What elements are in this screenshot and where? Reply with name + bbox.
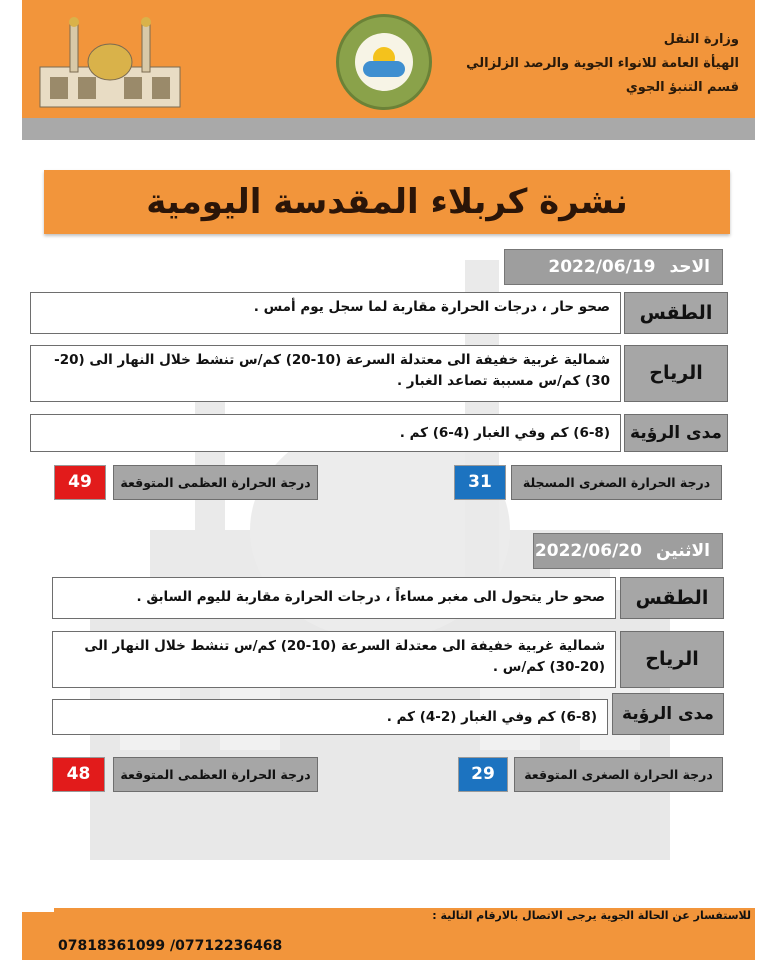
- header-divider: [22, 118, 755, 140]
- weather-text: صحو حار ، درجات الحرارة مقاربة لما سجل يوم أمس .: [30, 292, 621, 334]
- wind-label: الرياح: [624, 345, 728, 402]
- visibility-label: مدى الرؤية: [624, 414, 728, 452]
- ministry-name: وزارة النقل: [663, 32, 739, 47]
- department-name: قسم التنبؤ الجوي: [625, 80, 739, 95]
- organization-name: [466, 28, 739, 100]
- day-date: 2022/06/20: [534, 541, 642, 561]
- day-header: [504, 249, 723, 285]
- max-temp-value: 49: [54, 465, 106, 500]
- max-temp-label: درجة الحرارة العظمى المتوقعة: [113, 465, 318, 500]
- shrine-icon: [30, 12, 190, 110]
- day-date: 2022/06/19: [548, 257, 656, 277]
- weather-label: الطقس: [620, 577, 724, 619]
- day-name: الاثنين: [655, 541, 710, 561]
- wind-label: الرياح: [620, 631, 724, 688]
- weather-label: الطقس: [624, 292, 728, 334]
- max-temp-label: درجة الحرارة العظمى المتوقعة: [113, 757, 318, 792]
- min-temp-label: درجة الحرارة الصغرى المتوقعة: [514, 757, 723, 792]
- max-temp-value: 48: [52, 757, 105, 792]
- visibility-label: مدى الرؤية: [612, 693, 724, 735]
- footer-phone-numbers[interactable]: 07818361099 /07712236468: [58, 938, 283, 954]
- organization-logo: [336, 14, 432, 110]
- wind-text: شمالية غربية خفيفة الى معتدلة السرعة (10-20) كم/س تنشط خلال النهار الى (20-30) كم/س مسببة تصاعد الغبار .: [30, 345, 621, 402]
- page-title: نشرة كربلاء المقدسة اليومية: [146, 182, 628, 222]
- visibility-text: (6-8) كم وفي الغبار (4-6) كم .: [30, 414, 621, 452]
- day-header: [533, 533, 723, 569]
- wind-text: شمالية غربية خفيفة الى معتدلة السرعة (10-20) كم/س تنشط خلال النهار الى (20-30) كم/س .: [52, 631, 616, 688]
- authority-name: الهيأة العامة للانواء الجوية والرصد الزلزالي: [466, 56, 739, 71]
- min-temp-label: درجة الحرارة الصغرى المسجلة: [511, 465, 722, 500]
- visibility-text: (6-8) كم وفي الغبار (2-4) كم .: [52, 699, 608, 735]
- footer-accent: [22, 912, 54, 960]
- weather-text: صحو حار يتحول الى مغبر مساءاً ، درجات الحرارة مقاربة لليوم السابق .: [52, 577, 616, 619]
- min-temp-value: 29: [458, 757, 508, 792]
- min-temp-value: 31: [454, 465, 506, 500]
- day-name: الاحد: [669, 257, 710, 277]
- footer-inquiry-text: للاستفسار عن الحالة الجوية يرجى الاتصال بالارقام التالية :: [432, 909, 751, 922]
